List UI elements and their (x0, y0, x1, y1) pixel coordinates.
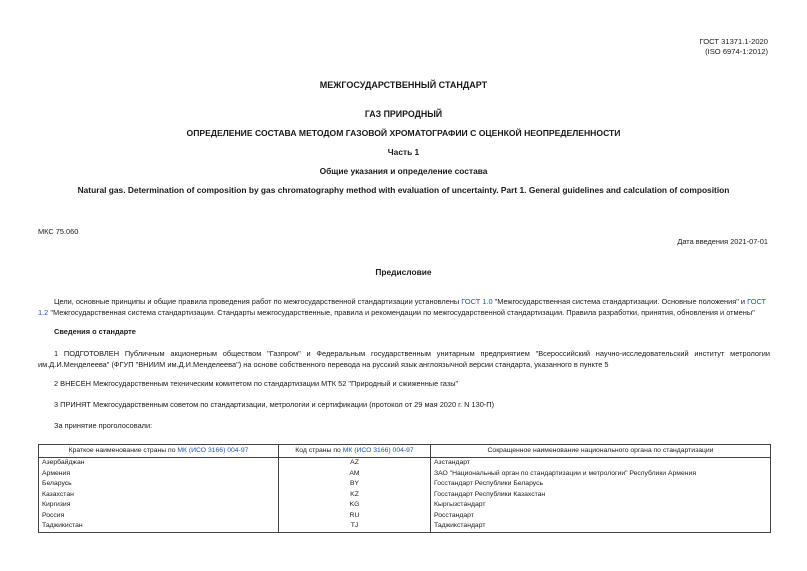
header-text: Код страны по (295, 446, 343, 454)
table-row (39, 479, 771, 490)
item-1-prepared: 1 ПОДГОТОВЛЕН Публичным акционерным обществом "Газпром" и Федеральным государственным унитарным предприятием "Всероссийский научно-исследовательский институт метрологии им.Д.И.Менделеева" (ФГУП "ВНИИМ им.Д.И.Менделеева") на основе собственного перевода на русский язык англоязычной версии стандарта, указанного в пункте 5 (38, 349, 770, 369)
table-row (39, 500, 771, 511)
body-cell: Росстандарт (431, 511, 771, 522)
preface-heading: Предисловие (375, 267, 432, 277)
country-cell: Казахстан (39, 490, 279, 501)
header-text: Краткое наименование страны по (68, 446, 178, 454)
body-cell: Госстандарт Республики Казахстан (431, 490, 771, 501)
voted-for-label: За принятие проголосовали: (54, 421, 153, 430)
code-cell: KZ (279, 490, 431, 501)
body-cell: Госстандарт Республики Беларусь (431, 479, 771, 490)
column-header-body: Сокращенное наименование национального органа по стандартизации (431, 445, 771, 458)
code-cell: TJ (279, 521, 431, 532)
mk-iso-3166-link[interactable]: МК (ИСО 3166) 004-97 (342, 446, 414, 454)
code-cell: BY (279, 479, 431, 490)
document-subtitle: ОПРЕДЕЛЕНИЕ СОСТАВА МЕТОДОМ ГАЗОВОЙ ХРОМАТОГРАФИИ С ОЦЕНКОЙ НЕОПРЕДЕЛЕННОСТИ (186, 128, 621, 138)
introduction-date: Дата введения 2021-07-01 (677, 237, 768, 246)
country-cell: Киргизия (39, 500, 279, 511)
table-row (39, 490, 771, 501)
code-cell: AM (279, 469, 431, 480)
country-cell: Беларусь (39, 479, 279, 490)
preface-paragraph (38, 297, 770, 318)
body-cell: Кыргызстандарт (431, 500, 771, 511)
document-title: ГАЗ ПРИРОДНЫЙ (364, 109, 443, 119)
gost-number: ГОСТ 31371.1-2020 (699, 37, 768, 46)
mk-iso-3166-link[interactable]: МК (ИСО 3166) 004-97 (177, 446, 249, 454)
item-3-adopted: 3 ПРИНЯТ Межгосударственным советом по стандартизации, метрологии и сертификации (протокол от 29 мая 2020 г. N 130-П) (54, 400, 495, 409)
standard-info-heading: Сведения о стандарте (54, 327, 136, 336)
preface-text: Цели, основные принципы и общие правила проведения работ по межгосударственной стандартизации установлены (54, 297, 462, 306)
iso-number: (ISO 6974-1:2012) (705, 47, 768, 56)
table-row (39, 521, 771, 532)
column-header-code (279, 445, 431, 458)
country-cell: Азербайджан (39, 458, 279, 469)
table-row (39, 469, 771, 480)
table-row (39, 458, 771, 469)
mks-code: МКС 75.060 (38, 227, 79, 236)
body-cell: Азстандарт (431, 458, 771, 469)
item-2-submitted: 2 ВНЕСЕН Межгосударственным техническим комитетом по стандартизации МТК 52 "Природный и сжиженные газы" (54, 379, 459, 388)
code-cell: AZ (279, 458, 431, 469)
countries-table (38, 444, 771, 533)
part-title: Общие указания и определение состава (319, 166, 488, 176)
gost-1-2-link[interactable]: ГОСТ 1.2 (38, 297, 767, 317)
preface-text: "Межгосударственная система стандартизации. Основные положения" и (492, 297, 748, 306)
column-header-country (39, 445, 279, 458)
country-cell: Россия (39, 511, 279, 522)
gost-1-0-link[interactable]: ГОСТ 1.0 (461, 297, 493, 306)
part-number: Часть 1 (387, 147, 420, 157)
country-cell: Таджикистан (39, 521, 279, 532)
preface-text: "Межгосударственная система стандартизации. Стандарты межгосударственные, правила и рекомендации по межгосударственной стандартизации. Правила разработки, принятия, обновления и отмены" (48, 307, 755, 317)
table-header-row (39, 445, 771, 458)
country-cell: Армения (39, 469, 279, 480)
body-cell: Таджикстандарт (431, 521, 771, 532)
code-cell: RU (279, 511, 431, 522)
code-cell: KG (279, 500, 431, 511)
table-row (39, 511, 771, 522)
body-cell: ЗАО "Национальный орган по стандартизации и метрологии" Республики Армения (431, 469, 771, 480)
english-title: Natural gas. Determination of composition by gas chromatography method with evaluation of uncertainty. Part 1. General guidelines and calculation of composition (77, 185, 730, 195)
interstate-standard-heading: МЕЖГОСУДАРСТВЕННЫЙ СТАНДАРТ (319, 80, 488, 90)
